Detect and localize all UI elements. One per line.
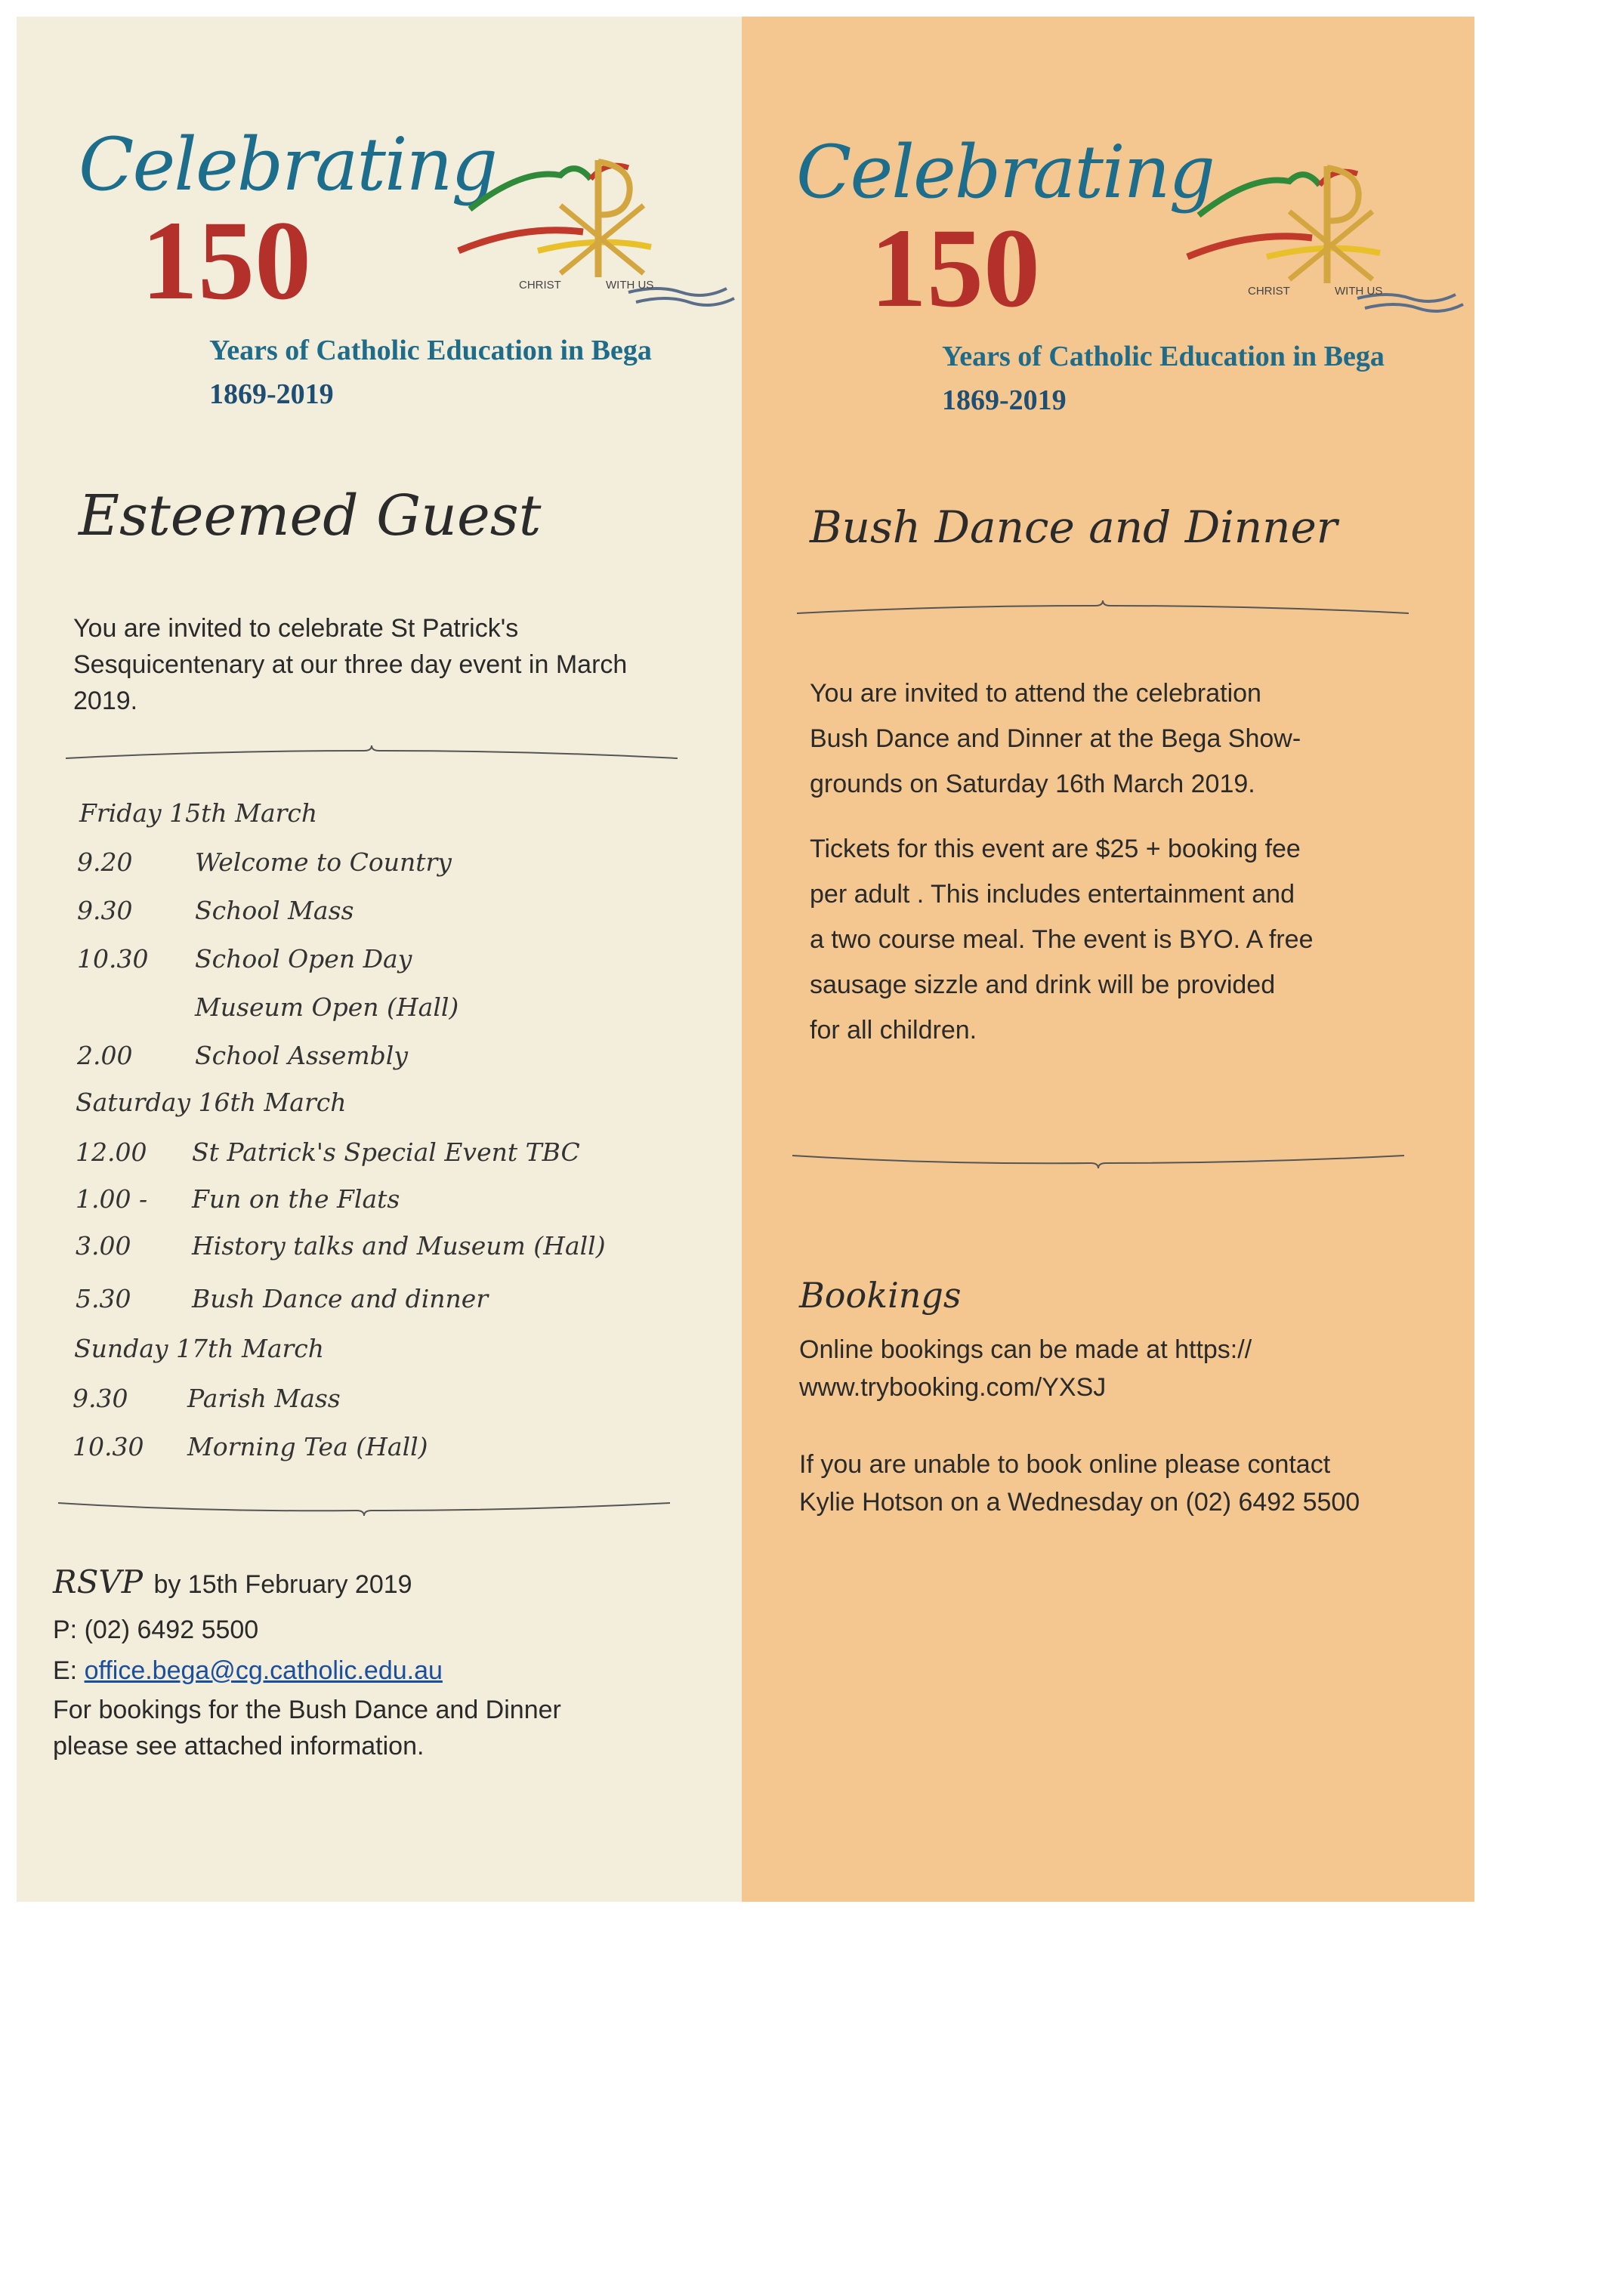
logo-subtitle: Years of Catholic Education in Bega bbox=[942, 341, 1385, 372]
logo-with-us-text: WITH US bbox=[606, 279, 654, 292]
logo-years: 1869-2019 bbox=[942, 384, 1067, 416]
esteemed-guest-heading: Esteemed Guest bbox=[79, 483, 542, 548]
email-link[interactable]: office.bega@cg.catholic.edu.au bbox=[84, 1656, 443, 1685]
para2-line: Tickets for this event are $25 + booking fee bbox=[810, 835, 1301, 863]
schedule-time: 3.00 bbox=[76, 1231, 131, 1261]
para2-line: sausage sizzle and drink will be provided bbox=[810, 971, 1276, 999]
invitation-intro: You are invited to celebrate St Patrick's Sesquicentenary at our three day event in March 2019. bbox=[73, 614, 628, 715]
bookings-note-line1: For bookings for the Bush Dance and Dinner bbox=[53, 1696, 561, 1724]
schedule-time: 9.30 bbox=[77, 896, 133, 925]
schedule-time: 10.30 bbox=[73, 1432, 144, 1461]
contact-line: If you are unable to book online please contact bbox=[799, 1450, 1331, 1479]
schedule-time: 5.30 bbox=[76, 1284, 131, 1313]
logo-with-us-text: WITH US bbox=[1335, 285, 1383, 298]
schedule-event: St Patrick's Special Event TBC bbox=[192, 1137, 580, 1167]
schedule-day: Friday 15th March bbox=[79, 798, 318, 828]
schedule-time: 2.00 bbox=[77, 1041, 133, 1070]
schedule-event: Bush Dance and dinner bbox=[192, 1284, 489, 1313]
para1-line: You are invited to attend the celebration bbox=[810, 679, 1261, 708]
rsvp-email-line bbox=[53, 1653, 443, 1689]
para1-line: grounds on Saturday 16th March 2019. bbox=[810, 770, 1255, 798]
bookings-note-line2: please see attached information. bbox=[53, 1732, 425, 1761]
right-bush-dance-panel bbox=[742, 17, 1474, 1902]
logo-celebrating-text: Celebrating bbox=[796, 130, 1214, 214]
divider-line bbox=[789, 1150, 1408, 1172]
schedule-time: 9.20 bbox=[77, 847, 133, 877]
para2-line: per adult . This includes entertainment and bbox=[810, 880, 1295, 909]
logo-christ-text: CHRIST bbox=[519, 279, 561, 292]
rsvp-line bbox=[53, 1563, 412, 1603]
divider-line bbox=[54, 1497, 674, 1520]
para2-line: a two course meal. The event is BYO. A free bbox=[810, 925, 1314, 954]
para1-line: Bush Dance and Dinner at the Bega Show- bbox=[810, 724, 1301, 753]
bookings-heading: Bookings bbox=[799, 1275, 962, 1316]
booking-url[interactable]: www.trybooking.com/YXSJ bbox=[799, 1373, 1107, 1402]
schedule-time: 12.00 bbox=[76, 1137, 147, 1167]
left-invitation-panel bbox=[17, 17, 742, 1902]
chi-rho-icon bbox=[1184, 151, 1471, 332]
divider-line bbox=[793, 597, 1413, 619]
schedule-time: 9.30 bbox=[73, 1384, 128, 1413]
schedule-event: School Open Day bbox=[195, 944, 412, 974]
para2-line: for all children. bbox=[810, 1016, 977, 1045]
contact-info bbox=[799, 1446, 1360, 1521]
schedule-time: 1.00 - bbox=[76, 1184, 148, 1214]
bookings-line: Online bookings can be made at https:// bbox=[799, 1335, 1252, 1364]
details-para1 bbox=[810, 671, 1301, 807]
divider-line bbox=[62, 742, 681, 764]
bush-dance-heading: Bush Dance and Dinner bbox=[810, 501, 1338, 553]
online-bookings bbox=[799, 1331, 1252, 1406]
logo-150-text: 150 bbox=[870, 205, 1040, 331]
chi-rho-icon bbox=[455, 145, 742, 326]
schedule-event: Museum Open (Hall) bbox=[195, 992, 459, 1022]
schedule-event: School Mass bbox=[195, 896, 354, 925]
rsvp-label: RSVP bbox=[53, 1563, 143, 1600]
schedule-event: History talks and Museum (Hall) bbox=[192, 1231, 606, 1261]
schedule-time: 10.30 bbox=[77, 944, 149, 974]
schedule-event: Parish Mass bbox=[187, 1384, 341, 1413]
schedule-event: Fun on the Flats bbox=[192, 1184, 400, 1214]
rsvp-phone: P: (02) 6492 5500 bbox=[53, 1616, 259, 1644]
schedule-event: Welcome to Country bbox=[195, 847, 452, 877]
rsvp-date: by 15th February 2019 bbox=[153, 1570, 412, 1599]
schedule-day: Sunday 17th March bbox=[74, 1334, 325, 1363]
logo-years: 1869-2019 bbox=[209, 378, 334, 410]
email-prefix: E: bbox=[53, 1656, 85, 1685]
contact-line: Kylie Hotson on a Wednesday on (02) 6492 5500 bbox=[799, 1488, 1360, 1517]
logo-150-text: 150 bbox=[141, 198, 311, 323]
logo-christ-text: CHRIST bbox=[1248, 285, 1290, 298]
logo-subtitle: Years of Catholic Education in Bega bbox=[209, 335, 652, 366]
schedule-day: Saturday 16th March bbox=[76, 1088, 347, 1117]
schedule-event: School Assembly bbox=[195, 1041, 408, 1070]
schedule-event: Morning Tea (Hall) bbox=[187, 1432, 428, 1461]
details-para2 bbox=[810, 826, 1314, 1053]
logo-celebrating-text: Celebrating bbox=[79, 122, 496, 207]
